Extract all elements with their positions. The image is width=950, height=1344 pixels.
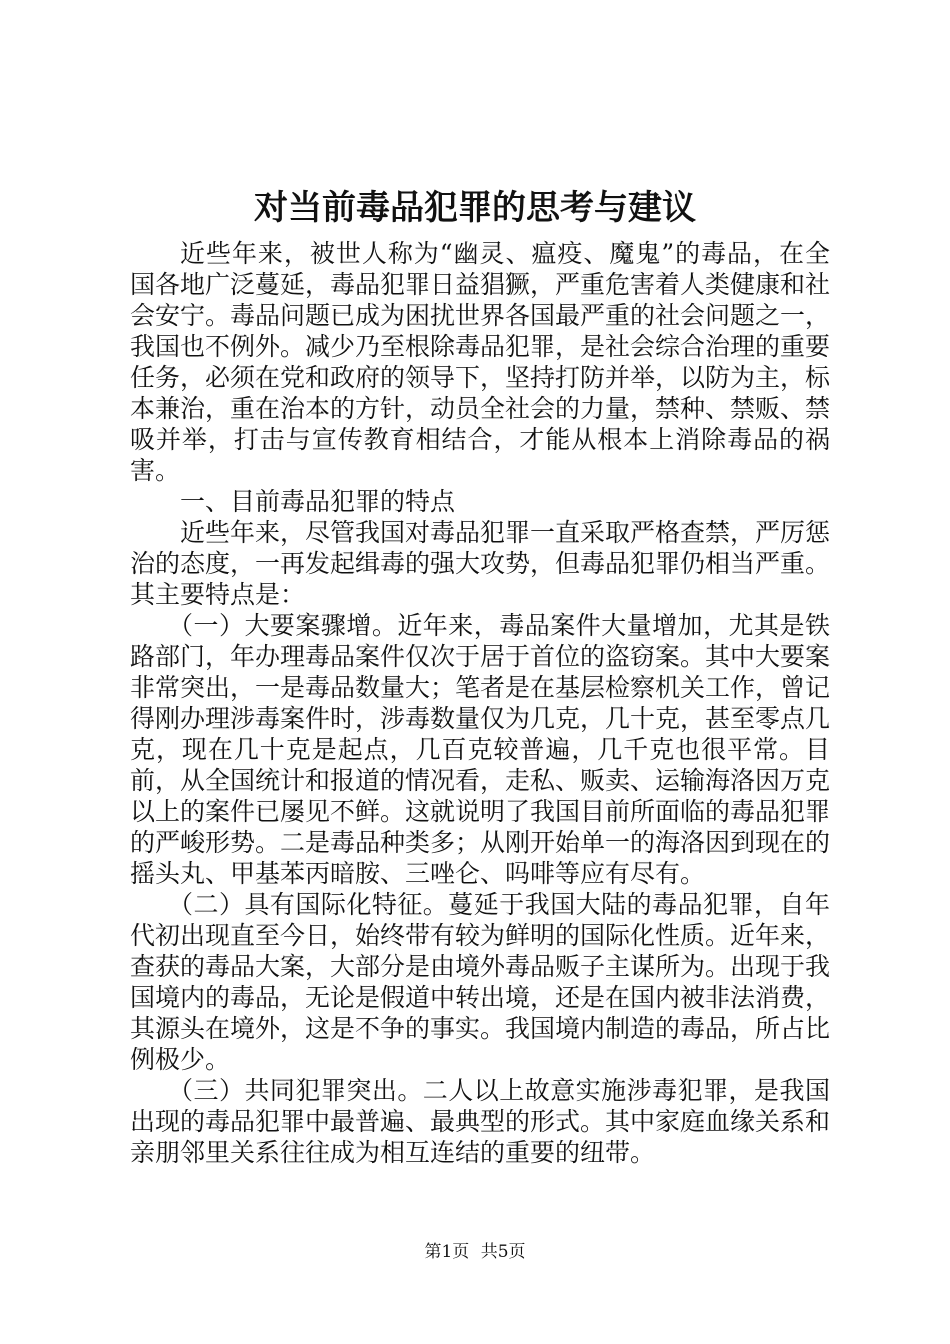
document-title: 对当前毒品犯罪的思考与建议: [254, 188, 696, 228]
page-total: 共5页: [480, 1242, 526, 1262]
page-number: 第1页: [424, 1242, 470, 1262]
point-paragraph-2: （二）具有国际化特征。蔓延于我国大陆的毒品犯罪，自年代初出现直至今日，始终带有较为鲜明的国际化性质。近年来，查获的毒品大案，大部分是由境外毒品贩子主谋所为。出现于我国境内的毒品，无论是假道中转出境，还是在国内被非法消费，其源头在境外，这是不争的事实。我国境内制造的毒品，所占比例极少。: [130, 890, 831, 1074]
section-intro-paragraph: 近些年来，尽管我国对毒品犯罪一直采取严格查禁，严厉惩治的态度，一再发起缉毒的强大攻势，但毒品犯罪仍相当严重。其主要特点是：: [130, 518, 831, 609]
point-paragraph-3: （三）共同犯罪突出。二人以上故意实施涉毒犯罪，是我国出现的毒品犯罪中最普遍、最典型的形式。其中家庭血缘关系和亲朋邻里关系往往成为相互连结的重要的纽带。: [130, 1076, 831, 1167]
document-body: [130, 238, 830, 1168]
point-paragraph-1: （一）大要案骤增。近年来，毒品案件大量增加，尤其是铁路部门，年办理毒品案件仅次于居于首位的盗窃案。其中大要案非常突出，一是毒品数量大；笔者是在基层检察机关工作，曾记得刚办理涉毒案件时，涉毒数量仅为几克，几十克，甚至零点几克，现在几十克是起点，几百克较普遍，几千克也很平常。目前，从全国统计和报道的情况看，走私、贩卖、运输海洛因万克以上的案件已屡见不鲜。这就说明了我国目前所面临的毒品犯罪的严峻形势。二是毒品种类多；从刚开始单一的海洛因到现在的摇头丸、甲基苯丙暗胺、三唑仑、吗啡等应有尽有。: [130, 611, 831, 888]
intro-paragraph: 近些年来，被世人称为“幽灵、瘟疫、魔鬼”的毒品，在全国各地广泛蔓延，毒品犯罪日益猖獗，严重危害着人类健康和社会安宁。毒品问题已成为困扰世界各国最严重的社会问题之一，我国也不例外。减少乃至根除毒品犯罪，是社会综合治理的重要任务，必须在党和政府的领导下，坚持打防并举，以防为主，标本兼治，重在治本的方针，动员全社会的力量，禁种、禁贩、禁吸并举，打击与宣传教育相结合，才能从根本上消除毒品的祸害。: [130, 239, 831, 485]
section-heading: 一、目前毒品犯罪的特点: [180, 487, 456, 516]
page-footer: [0, 1240, 950, 1264]
